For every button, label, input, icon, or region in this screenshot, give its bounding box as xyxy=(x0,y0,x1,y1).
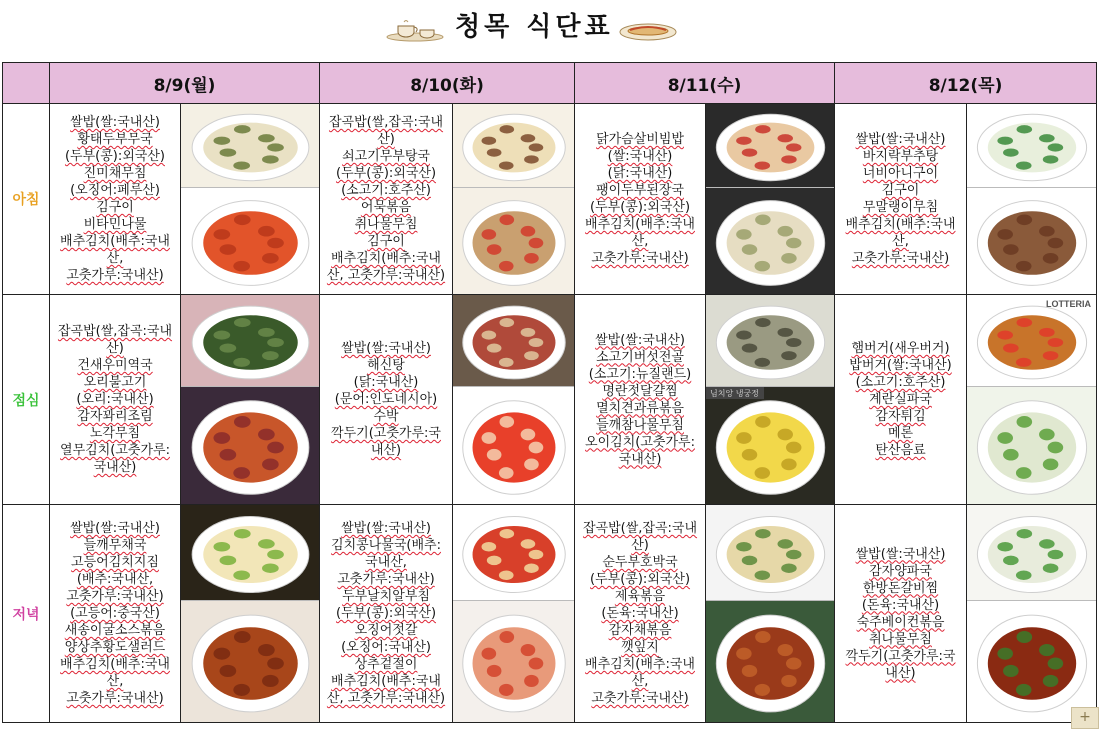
menu-item: 국내산) xyxy=(618,451,662,467)
menu-item: 수박 xyxy=(373,409,399,424)
photo-cell xyxy=(453,104,575,295)
food-photo xyxy=(181,600,319,722)
menu-item: 어묵볶음 xyxy=(360,200,412,215)
menu-cell xyxy=(575,104,706,295)
menu-item: 새송이굴소스볶음 xyxy=(64,623,166,638)
menu-item: 산, 고춧가루:국내산) xyxy=(326,268,446,283)
tofu-pancake-photo xyxy=(453,601,574,722)
menu-item: 산, xyxy=(631,674,649,689)
photo-cell xyxy=(453,505,575,723)
menu-item: (돈육:국내산) xyxy=(861,597,940,613)
menu-item: 두부날치알부침 xyxy=(342,589,430,604)
menu-cell xyxy=(50,104,181,295)
page-title: 청목 식단표 xyxy=(455,12,614,42)
menu-item: 메론 xyxy=(887,426,914,441)
meal-label: 저녁 xyxy=(3,505,50,723)
menu-cell xyxy=(320,104,453,295)
menu-item: 고춧가루:국내산) xyxy=(66,691,164,706)
menu-item: 쌀밥(쌀:국내산) xyxy=(70,521,160,536)
menu-item: 감자채볶음 xyxy=(608,623,672,638)
photo-cell xyxy=(967,104,1097,295)
menu-item: 쌀밥(쌀:국내산) xyxy=(70,115,160,130)
food-photo xyxy=(967,505,1096,600)
food-photo xyxy=(453,187,574,294)
menu-item: 산, xyxy=(106,674,124,689)
menu-item: 감자양파국 xyxy=(869,563,932,579)
menu-item: 배추김치(배추:국내 xyxy=(60,234,170,249)
menu-item: (고등어:중국산) xyxy=(70,606,160,621)
menu-cell xyxy=(320,505,453,723)
day-header: 8/9(월) xyxy=(50,63,320,104)
menu-item: 양상추황도샐러드 xyxy=(64,640,166,655)
clam-soup-photo xyxy=(967,104,1096,187)
menu-item: (소고기:호주산) xyxy=(855,375,946,390)
menu-item: (소고기:호주산) xyxy=(341,183,431,198)
menu-item: 무말랭이무침 xyxy=(862,200,939,215)
photo-caption: 님치앙 냉궁정 xyxy=(710,389,759,398)
meal-row xyxy=(3,104,1097,295)
menu-item: 쌀밥(쌀:국내산) xyxy=(341,521,431,536)
menu-item: 쌀밥(쌀:국내산) xyxy=(595,332,685,348)
menu-item: 계란실파국 xyxy=(869,392,932,407)
menu-item: 감자꽈리조림 xyxy=(77,409,153,424)
egg-soup-photo xyxy=(967,387,1096,504)
braised-ribs-photo xyxy=(967,601,1096,722)
shredded-squid-photo xyxy=(181,188,319,294)
tea-set-icon xyxy=(384,18,446,42)
menu-item: 내산) xyxy=(370,443,402,458)
menu-item: (닭:국내산) xyxy=(607,166,673,181)
menu-cell xyxy=(575,505,706,723)
menu-item: 산) xyxy=(106,341,124,356)
photo-cell xyxy=(967,505,1097,723)
seaweed-soup-photo xyxy=(181,295,319,386)
menu-cell xyxy=(835,505,967,723)
menu-item: 탄산음료 xyxy=(875,443,926,458)
menu-item: (닭:국내산) xyxy=(353,375,419,390)
menu-item: 고춧가루:국내산) xyxy=(66,268,164,283)
food-photo xyxy=(706,386,834,504)
food-photo xyxy=(706,505,834,600)
food-photo xyxy=(453,505,574,600)
menu-item: 쌀밥(쌀:국내산) xyxy=(855,132,946,147)
menu-item: (오리:국내산) xyxy=(76,392,154,407)
menu-item: 산) xyxy=(631,538,649,553)
menu-item: 밥버거(쌀:국내산) xyxy=(849,358,952,373)
menu-item: (문어:인도네시아) xyxy=(334,392,438,407)
menu-item: 감자튀김 xyxy=(875,409,926,424)
menu-item: (두부(콩):외국산) xyxy=(336,166,437,181)
menu-item: 잡곡밥(쌀,잡곡:국내 xyxy=(57,324,173,339)
food-photo xyxy=(706,104,834,187)
menu-item: (오징어:페루산) xyxy=(70,183,160,198)
menu-item: 쇠고기무부탕국 xyxy=(342,149,430,164)
menu-item: (오징어:국내산) xyxy=(341,640,431,655)
menu-item: 김구이 xyxy=(881,183,920,198)
food-photo xyxy=(706,295,834,386)
menu-item: 배추김치(배추:국내 xyxy=(585,657,695,672)
menu-item: 산, xyxy=(106,251,124,266)
menu-item: 순두부호박국 xyxy=(602,555,678,570)
menu-item: 깻잎지 xyxy=(621,640,659,655)
food-photo xyxy=(181,505,319,600)
menu-item: 닭가슴살비빔밥 xyxy=(596,132,684,147)
mushroom-hotpot-photo xyxy=(706,295,834,386)
menu-item: 들깨참나물무침 xyxy=(596,417,684,433)
bibimbap-photo xyxy=(706,104,834,187)
photo-cell xyxy=(706,505,835,723)
add-button[interactable]: + xyxy=(1071,707,1099,729)
food-photo xyxy=(967,295,1096,386)
menu-cell xyxy=(835,104,967,295)
menu-item: 배추김치(배추:국내 xyxy=(331,251,441,266)
menu-item: 너비아니구이 xyxy=(862,166,939,181)
menu-item: 제육볶음 xyxy=(614,589,666,604)
menu-item: 취나물무침 xyxy=(354,217,418,232)
food-photo xyxy=(706,187,834,294)
meal-label: 아침 xyxy=(3,104,50,295)
menu-item: 김치콩나물국(배추: xyxy=(331,538,441,553)
menu-item: 배추김치(배추:국내 xyxy=(845,217,956,232)
menu-item: 고춧가루:국내산) xyxy=(66,589,164,604)
menu-item: 햄버거(새우버거) xyxy=(851,341,950,356)
potato-soup-photo xyxy=(967,505,1096,600)
menu-item: (두부(콩):외국산) xyxy=(336,606,437,621)
menu-item: 숙주베이컨볶음 xyxy=(856,614,945,630)
food-photo xyxy=(967,386,1096,504)
menu-item: 고춧가루:국내산) xyxy=(591,691,689,706)
menu-item: 국내산) xyxy=(93,460,137,475)
menu-item: 고춧가루:국내산) xyxy=(337,572,435,587)
menu-item: 해신탕 xyxy=(367,358,405,373)
menu-item: 배추김치(배추:국내 xyxy=(331,674,441,689)
menu-item: 산) xyxy=(377,132,395,147)
food-photo xyxy=(706,600,834,722)
menu-item: (두부(콩):외국산) xyxy=(590,200,691,215)
menu-item: 들깨무채국 xyxy=(83,538,147,553)
seafood-stew-photo xyxy=(453,295,574,386)
menu-item: 열무김치(고춧가루: xyxy=(60,443,170,458)
food-photo xyxy=(453,386,574,504)
menu-item: 국내산, xyxy=(365,555,407,570)
menu-item: (배추:국내산, xyxy=(76,572,154,587)
menu-item: 깍두기(고춧가루:국 xyxy=(845,648,956,664)
header xyxy=(0,0,1100,60)
menu-item: 노각무침 xyxy=(89,426,141,441)
day-header-row xyxy=(3,63,1097,104)
day-header: 8/11(수) xyxy=(575,63,835,104)
photo-cell xyxy=(181,505,320,723)
menu-cell xyxy=(320,295,453,505)
menu-item: (두부(콩):외국산) xyxy=(590,572,691,587)
menu-item: (돈육:국내산) xyxy=(601,606,679,621)
menu-table xyxy=(2,62,1097,723)
menu-item: 상추겉절이 xyxy=(354,657,418,672)
menu-item: 비타민나물 xyxy=(83,217,147,232)
burger-set-photo xyxy=(967,295,1096,386)
braised-fish-photo xyxy=(181,601,319,722)
menu-item: 한방돈갈비찜 xyxy=(862,580,939,596)
menu-item: 산, xyxy=(631,234,649,249)
menu-item: 김구이 xyxy=(367,234,405,249)
steamed-egg-photo xyxy=(706,387,834,504)
food-photo xyxy=(181,104,319,187)
menu-item: 황태두부무국 xyxy=(77,132,153,147)
menu-item: 소고기버섯전골 xyxy=(596,349,684,365)
menu-item: 오징어젓갈 xyxy=(354,623,418,638)
photo-cell xyxy=(706,295,835,505)
menu-cell xyxy=(50,505,181,723)
spicy-pork-photo xyxy=(706,601,834,722)
grilled-beef-patty-photo xyxy=(967,188,1096,294)
meal-row xyxy=(3,505,1097,723)
menu-item: 오이김치(고춧가루: xyxy=(585,434,695,450)
noodle-soup-photo xyxy=(706,188,834,294)
fishcake-stirfry-photo xyxy=(453,188,574,294)
menu-item: 김구이 xyxy=(96,200,134,215)
menu-item: 산, xyxy=(892,234,909,249)
menu-item: (소고기:뉴질랜드) xyxy=(588,366,692,382)
radish-soup-photo xyxy=(181,505,319,600)
photo-cell xyxy=(453,295,575,505)
menu-item: 쌀밥(쌀:국내산) xyxy=(341,341,431,356)
menu-cell xyxy=(835,295,967,505)
food-photo xyxy=(181,187,319,294)
menu-item: 깍두기(고춧가루:국 xyxy=(331,426,441,441)
tofu-soup-photo xyxy=(453,104,574,187)
menu-cell xyxy=(50,295,181,505)
photo-cell xyxy=(181,104,320,295)
duck-bulgogi-photo xyxy=(181,387,319,504)
menu-item: 내산) xyxy=(885,665,916,681)
menu-item: 고등어김치지짐 xyxy=(71,555,159,570)
bean-sprout-soup-photo xyxy=(453,505,574,600)
menu-item: 산, 고춧가루:국내산) xyxy=(326,691,446,706)
food-photo xyxy=(967,104,1096,187)
kimchi-radish-photo xyxy=(453,387,574,504)
menu-item: 잡곡밥(쌀,잡곡:국내 xyxy=(328,115,444,130)
menu-item: (쌀:국내산) xyxy=(607,149,673,164)
menu-item: 잡곡밥(쌀,잡곡:국내 xyxy=(582,521,698,536)
food-photo xyxy=(181,295,319,386)
menu-item: 명란젓달걀찜 xyxy=(602,383,678,399)
food-photo xyxy=(967,187,1096,294)
food-photo xyxy=(453,104,574,187)
soup-bowl-photo xyxy=(181,104,319,187)
menu-item: 건새우미역국 xyxy=(77,358,153,373)
photo-cell xyxy=(181,295,320,505)
pumpkin-soup-photo xyxy=(706,505,834,600)
photo-cell xyxy=(967,295,1097,505)
plate-icon xyxy=(618,18,678,42)
meal-label: 점심 xyxy=(3,295,50,505)
menu-item: 고춧가루:국내산) xyxy=(851,251,950,266)
food-photo xyxy=(181,386,319,504)
meal-row xyxy=(3,295,1097,505)
photo-cell xyxy=(706,104,835,295)
menu-item: 팽이두부된장국 xyxy=(596,183,684,198)
menu-item: 바지락부추탕 xyxy=(862,149,939,164)
menu-item: 오리불고기 xyxy=(83,375,147,390)
menu-item: 배추김치(배추:국내 xyxy=(60,657,170,672)
food-photo xyxy=(967,600,1096,722)
menu-item: (두부(콩):외국산) xyxy=(64,149,165,164)
day-header: 8/12(목) xyxy=(835,63,1097,104)
menu-item: 멸치견과류볶음 xyxy=(596,400,684,416)
menu-item: 배추김치(배추:국내 xyxy=(585,217,695,232)
menu-item: 취나물무침 xyxy=(869,631,932,647)
food-photo xyxy=(453,600,574,722)
menu-item: 쌀밥(쌀:국내산) xyxy=(855,546,946,562)
menu-cell xyxy=(575,295,706,505)
day-header: 8/10(화) xyxy=(320,63,575,104)
menu-item: 진미채무침 xyxy=(83,166,147,181)
menu-item: 고춧가루:국내산) xyxy=(591,251,689,266)
brand-label: LOTTERIA xyxy=(1046,299,1092,309)
corner-cell xyxy=(3,63,50,104)
food-photo xyxy=(453,295,574,386)
